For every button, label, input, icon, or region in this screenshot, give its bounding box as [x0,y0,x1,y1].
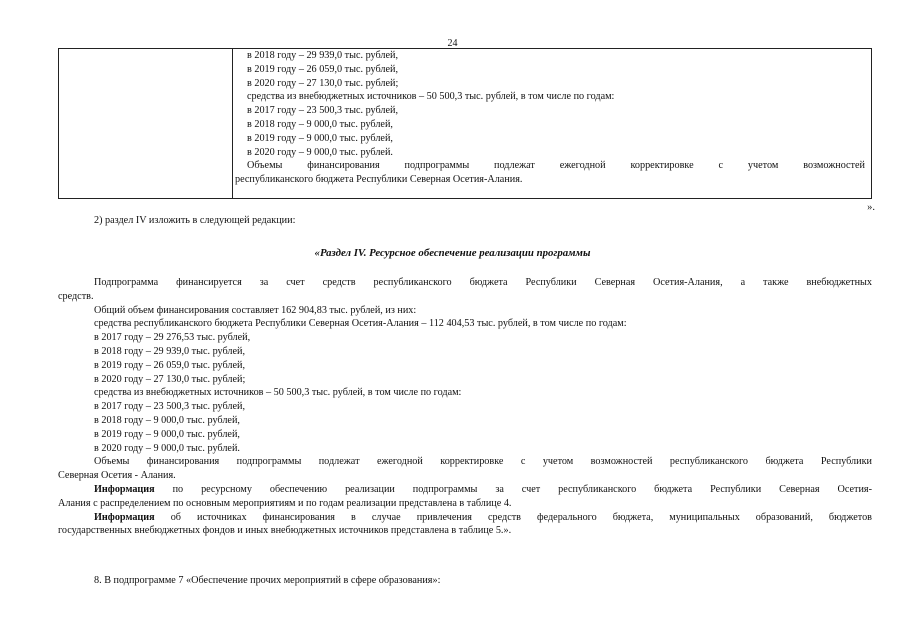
rep-year-line: в 2017 году – 29 276,53 тыс. рублей, [94,332,251,344]
info-2-bold: Информация [94,511,155,523]
extra-year-line: в 2020 году – 9 000,0 тыс. рублей. [94,442,240,454]
extra-year-line: в 2017 году – 23 500,3 тыс. рублей, [94,401,246,413]
rep-budget-line: средства республиканского бюджета Республики Северная Осетия-Алания – 112 404,53 тыс. рублей, в том числе по годам: [94,318,627,330]
item-2-paragraph [58,214,872,228]
extra-budget-line: средства из внебюджетных источников – 50 500,3 тыс. рублей, в том числе по годам: [94,387,462,399]
table-line: в 2018 году – 9 000,0 тыс. рублей, [247,118,393,130]
total-financing: Общий объем финансирования составляет 162 904,83 тыс. рублей, из них: [94,304,417,316]
rep-year-line: в 2019 году – 26 059,0 тыс. рублей, [94,359,246,371]
intro-paragraph-continued: средств. [58,290,94,302]
financing-table [58,48,872,199]
info-2-text: об источниках финансирования в случае привлечения средств федерального бюджета, муниципальных образований, бюджетов [154,511,872,523]
section-body [58,276,872,538]
item-2-text: 2) раздел IV изложить в следующей редакции: [94,215,296,226]
item-8-paragraph [58,574,872,588]
info-paragraph-2 [58,511,872,525]
table-line: в 2017 году – 23 500,3 тыс. рублей, [247,105,399,117]
closing-quote: ». [867,202,875,213]
table-line: в 2019 году – 9 000,0 тыс. рублей, [247,132,393,144]
volumes-paragraph-continued: Северная Осетия - Алания. [58,470,176,482]
extra-year-line: в 2019 году – 9 000,0 тыс. рублей, [94,428,240,440]
extra-year-line: в 2018 году – 9 000,0 тыс. рублей, [94,414,240,426]
intro-paragraph: Подпрограмма финансируется за счет средств республиканского бюджета Республики Северная Осетия-Алания, а также внебюджетных [94,277,872,288]
rep-year-line: в 2018 году – 29 939,0 тыс. рублей, [94,345,246,357]
page-number: 24 [447,38,458,49]
table-line: средства из внебюджетных источников – 50 500,3 тыс. рублей, в том числе по годам: [247,91,615,103]
info-paragraph-1 [58,483,872,497]
table-note: Объемы финансирования подпрограммы подлежат ежегодной корректировке с учетом возможностей [247,160,865,172]
info-paragraph-1-continued: Алания с распределением по основным мероприятиям и по годам реализации представлена в таблице 4. [58,497,512,509]
rep-year-line: в 2020 году – 27 130,0 тыс. рублей; [94,373,246,385]
table-line: в 2020 году – 27 130,0 тыс. рублей; [247,77,399,89]
table-note-continued: республиканского бюджета Республики Северная Осетия-Алания. [235,174,523,186]
info-paragraph-2-continued: государственных внебюджетных фондов и иных внебюджетных источников представлена в таблице 5.». [58,525,512,537]
item-8-text: 8. В подпрограмме 7 «Обеспечение прочих мероприятий в сфере образования»: [94,575,441,586]
table-column-divider [232,49,233,198]
table-line: в 2018 году – 29 939,0 тыс. рублей, [247,50,399,61]
table-line: в 2019 году – 26 059,0 тыс. рублей, [247,63,399,75]
table-line: в 2020 году – 9 000,0 тыс. рублей. [247,146,393,158]
table-content-cell [235,49,865,187]
volumes-paragraph: Объемы финансирования подпрограммы подлежат ежегодной корректировке с учетом возможностей республиканского бюджета Республики [94,456,872,468]
info-1-text: по ресурсному обеспечению реализации подпрограммы за счет республиканского бюджета Республики Северная Осетия- [154,483,872,495]
info-1-bold: Информация [94,483,155,495]
section-heading: «Раздел IV. Ресурсное обеспечение реализации программы [314,247,591,259]
